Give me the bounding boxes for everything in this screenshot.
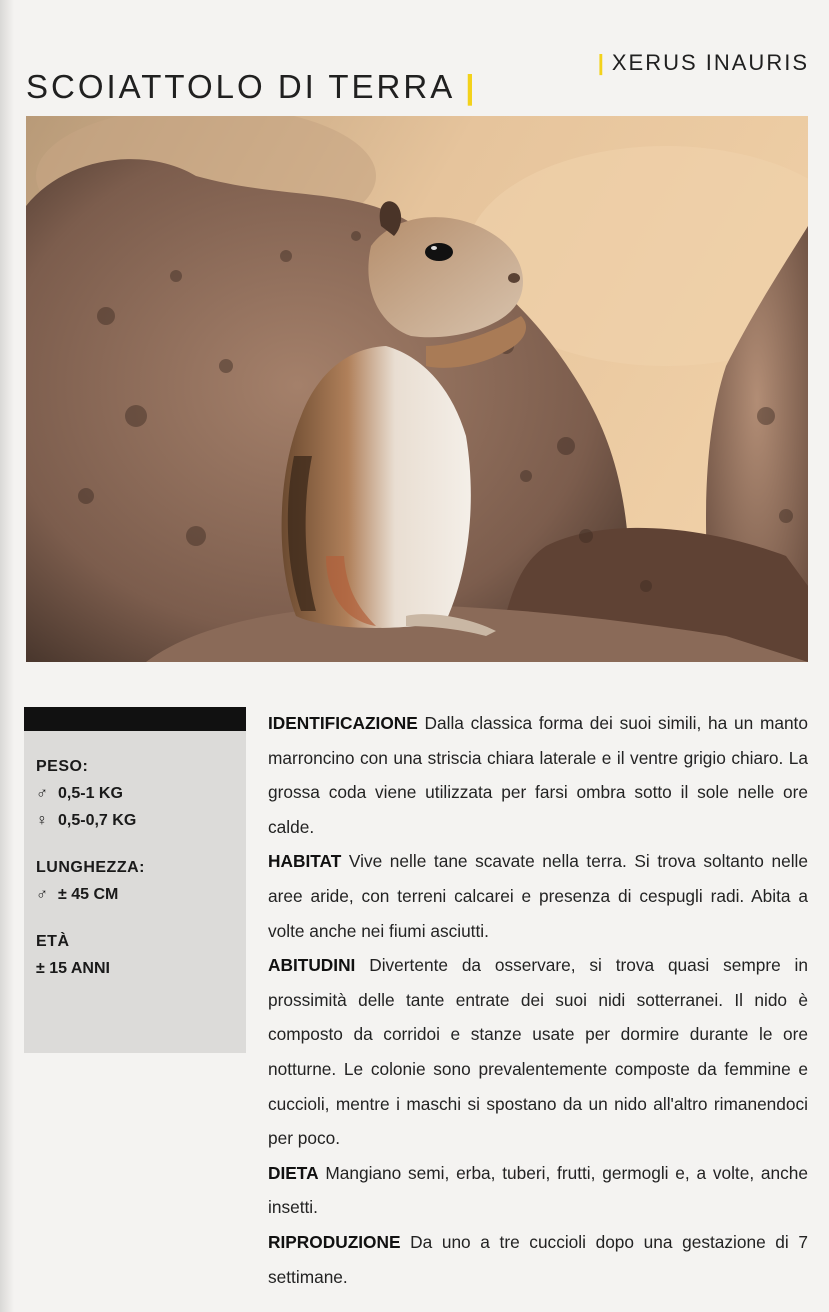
section-abitudini [268,948,808,1156]
stat-length [36,854,246,908]
section-text: Dalla classica forma dei suoi simili, ha un manto marroncino con una striscia chiara laterale e il ventre grigio chiaro. La grossa coda viene utilizzata per farsi ombra sotto il sole nelle ore calde. [268,713,808,837]
section-habitat [268,844,808,948]
section-text: Da uno a tre cuccioli dopo una gestazione di 7 settimane. [268,1231,808,1287]
title-separator: | [465,68,478,106]
weight-male-value: 0,5-1 KG [58,785,123,802]
squirrel-photo [26,116,808,662]
section-identificazione [268,706,808,844]
section-text: Divertente da osservare, si trova quasi sempre in prossimità delle tante entrate dei suoi nidi sotterranei. Il nido è composto da corridoi e stanze usate per dormire durante le ore notturne. Le colonie sono prevalentemente composte da femmine e cuccioli, mentre i maschi si spostano da un nido all'altro rimanendoci per poco. [268,955,808,1149]
squirrel-illustration [26,116,808,662]
section-heading: DIETA [268,1162,319,1183]
female-symbol-icon: ♀ [36,812,48,829]
description-text [268,706,808,1294]
section-text: Mangiano semi, erba, tuberi, frutti, germogli e, a volte, anche insetti. [268,1162,808,1218]
stat-weight [36,753,246,834]
page-gutter-shadow [0,0,14,1312]
weight-label: PESO: [36,758,89,775]
scientific-name-text: XERUS INAURIS [611,50,809,75]
section-text: Vive nelle tane scavate nella terra. Si trova soltanto nelle aree aride, con terreni calcarei e presenza di cespugli radi. Abita a volte anche nei fiumi asciutti. [268,851,808,941]
section-heading: RIPRODUZIONE [268,1231,401,1252]
section-riproduzione [268,1225,808,1294]
section-dieta [268,1156,808,1225]
weight-female-row [36,807,246,834]
stats-sidebar [24,707,246,1053]
male-symbol-icon: ♂ [36,886,48,903]
section-heading: HABITAT [268,851,342,872]
stat-age [36,928,246,982]
male-symbol-icon: ♂ [36,785,48,802]
age-value: ± 15 ANNI [36,960,110,977]
section-heading: IDENTIFICAZIONE [268,713,418,733]
scientific-separator: | [597,50,606,75]
weight-female-value: 0,5-0,7 KG [58,812,137,829]
age-label: ETÀ [36,933,70,950]
length-male-value: ± 45 CM [58,886,119,903]
title-text: SCOIATTOLO DI TERRA [26,68,456,106]
length-male-row [36,881,246,908]
stats-list [24,731,246,982]
weight-male-row [36,780,246,807]
sidebar-top-bar [24,707,246,731]
length-label: LUNGHEZZA: [36,859,145,876]
scientific-name [598,50,809,76]
section-heading: ABITUDINI [268,955,356,976]
page-title [26,68,477,106]
